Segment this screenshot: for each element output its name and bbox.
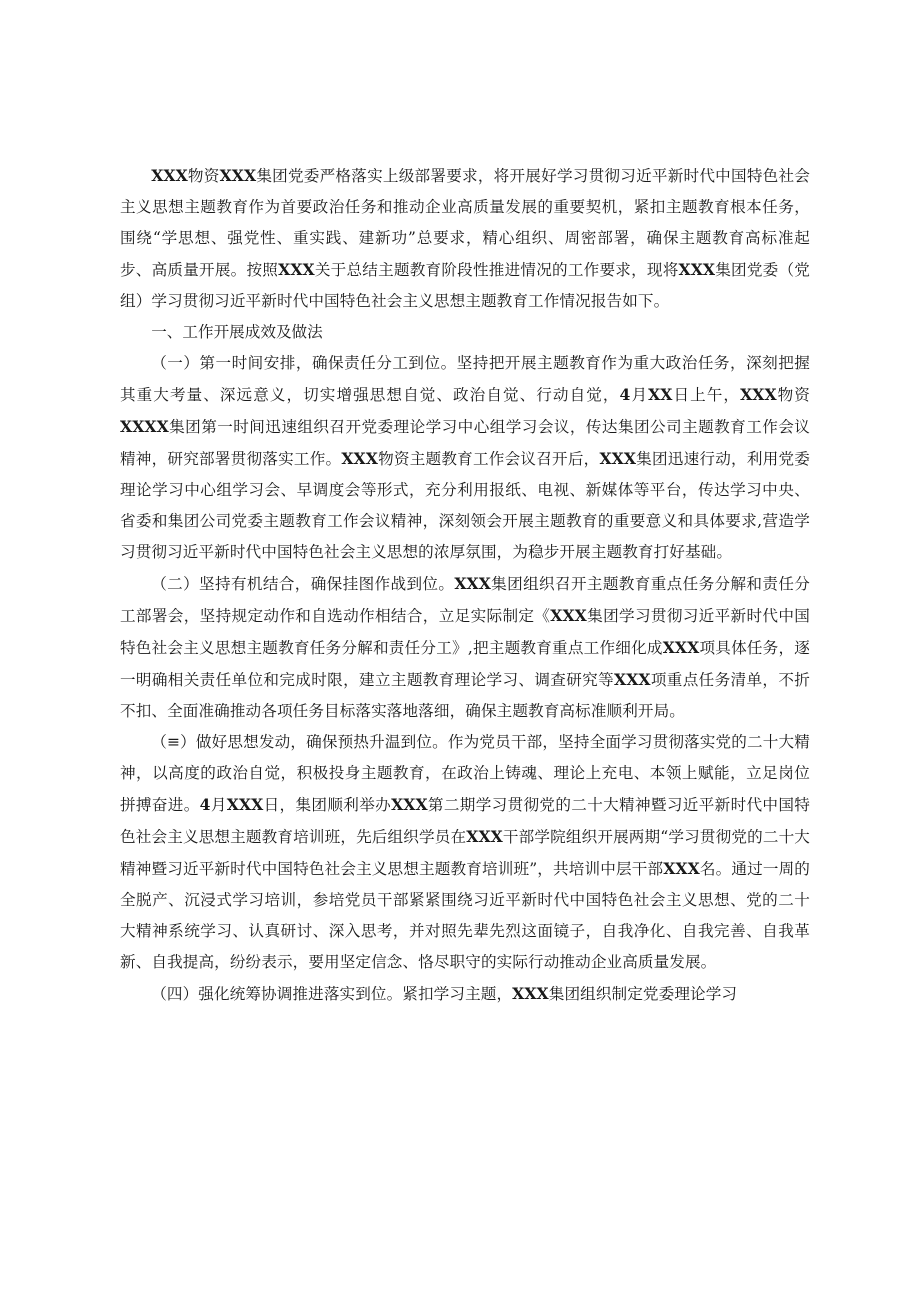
document-page <box>120 160 810 1010</box>
paragraph-3: （≡）做好思想发动，确保预热升温到位。作为党员干部，坚持全面学习贯彻落实党的二十大精神，以高度的政治自觉，积极投身主题教育，在政治上铸魂、理论上充电、本领上赋能，立足岗位拼搏奋进。4月XXX日，集团顺利举办XXX第二期学习贯彻党的二十大精神暨习近平新时代中国特色社会主义思想主题教育培训班，先后组织学员在XXX干部学院组织开展两期“学习贯彻党的二十大精神暨习近平新时代中国特色社会主义思想主题教育培训班”，共培训中层干部XXX名。通过一周的全脱产、沉浸式学习培训，参培党员干部紧紧围绕习近平新时代中国特色社会主义思想、党的二十大精神系统学习、认真研讨、深入思考，并对照先辈先烈这面镜子，自我净化、自我完善、自我革新、自我提高，纷纷表示，要用坚定信念、恪尽职守的实际行动推动企业高质量发展。 <box>120 733 810 971</box>
paragraph-4: （四）强化统筹协调推进落实到位。紧扣学习主题，XXX集团组织制定党委理论学习 <box>151 984 738 1003</box>
section-heading: 一、工作开展成效及做法 <box>151 323 323 341</box>
paragraph-2: （二）坚持有机结合，确保挂图作战到位。XXX集团组织召开主题教育重点任务分解和责任分工部署会，坚持规定动作和自选动作相结合，立足实际制定《XXX集团学习贯彻习近平新时代中国特色社会主义思想主题教育任务分解和责任分工》,把主题教育重点工作细化成XXX项具体任务，逐一明确相关责任单位和完成时限，建立主题教育理论学习、调查研究等XXX项重点任务清单，不折不扣、全面准确推动各项任务目标落实落地落细，确保主题教育高标准顺利开局。 <box>120 574 810 720</box>
intro-paragraph: XXX物资XXX集团党委严格落实上级部署要求，将开展好学习贯彻习近平新时代中国特色社会主义思想主题教育作为首要政治任务和推动企业高质量发展的重要契机，紧扣主题教育根本任务，围绕“学思想、强党性、重实践、建新功”总要求，精心组织、周密部署，确保主题教育高标准起步、高质量开展。按照XXX关于总结主题教育阶段性推进情况的工作要求，现将XXX集团党委（党组）学习贯彻习近平新时代中国特色社会主义思想主题教育工作情况报告如下。 <box>120 166 810 310</box>
paragraph-1: （一）第一时间安排，确保责任分工到位。坚持把开展主题教育作为重大政治任务，深刻把握其重大考量、深远意义，切实增强思想自觉、政治自觉、行动自觉，4月XX日上午，XXX物资XXXX集团第一时间迅速组织召开党委理论学习中心组学习会议，传达集团公司主题教育工作会议精神，研究部署贯彻落实工作。XXX物资主题教育工作会议召开后，XXX集团迅速行动，利用党委理论学习中心组学习会、早调度会等形式，充分利用报纸、电视、新媒体等平台，传达学习中央、省委和集团公司党委主题教育工作会议精神，深刻领会开展主题教育的重要意义和具体要求,营造学习贯彻习近平新时代中国特色社会主义思想的浓厚氛围，为稳步开展主题教育打好基础。 <box>120 354 810 561</box>
